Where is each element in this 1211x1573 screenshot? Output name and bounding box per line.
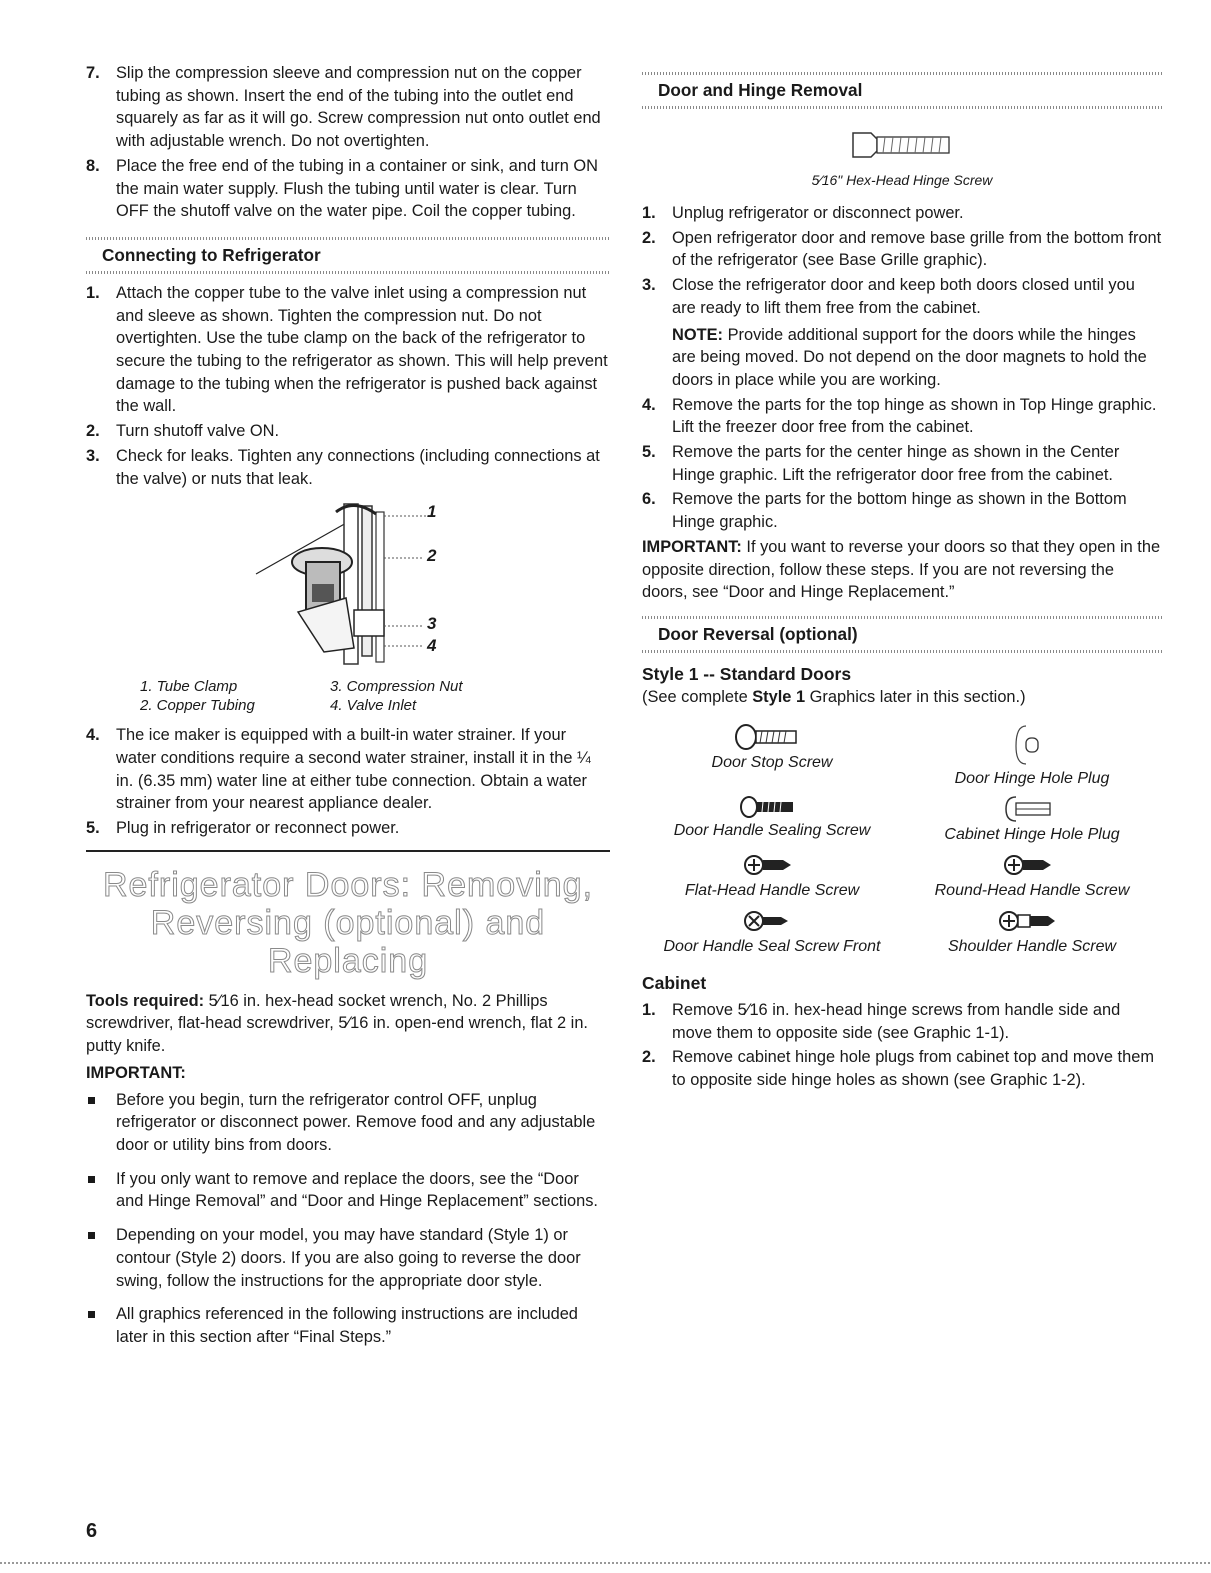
part-door-handle-sealing-screw (642, 794, 902, 844)
part-label: Door Handle Seal Screw Front (663, 938, 881, 956)
bottom-divider (0, 1562, 1211, 1564)
style-heading: Style 1 -- Standard Doors (642, 663, 852, 684)
figure-captions (140, 678, 610, 714)
list-item: 2. Open refrigerator door and remove base grille from the bottom front of the refrigerator (see Base Grille graphic). (642, 228, 1162, 270)
section-divider (86, 850, 610, 852)
part-label: Door Hinge Hole Plug (954, 770, 1110, 788)
list-item: 2. Turn shutoff valve ON. (86, 422, 280, 441)
section-title-line2: Reversing (optional) and Replacing (150, 903, 546, 980)
list-item: If you only want to remove and replace the doors, see the “Door and Hinge Removal” and “Door and Hinge Replacement” sections. (86, 1168, 610, 1213)
callout-4: 4 (427, 636, 437, 656)
list-item: All graphics referenced in the following instructions are included later in this section after “Final Steps.” (86, 1303, 610, 1348)
door-handle-sealing-screw-icon (737, 794, 807, 820)
style-note: (See complete Style 1 Graphics later in this section.) (642, 687, 1026, 706)
part-label: Door Stop Screw (711, 754, 833, 772)
door-stop-screw-icon (732, 722, 812, 752)
important-label: IMPORTANT: (86, 1063, 186, 1082)
section-title-line1: Refrigerator Doors: Removing, (102, 865, 594, 904)
door-hinge-heading-bar (642, 72, 1162, 109)
list-item: 7. Slip the compression sleeve and compression nut on the copper tubing as shown. Insert the end of the tubing into the outlet end squarely as far as it will go. Screw compression nut onto outlet end with adjustable wrench. Do not overtighten. (86, 64, 601, 151)
list-item: Before you begin, turn the refrigerator control OFF, unplug refrigerator or disconnect power. Remove food and any adjustable door or utility bins from doors. (86, 1089, 610, 1157)
section-title (86, 866, 610, 980)
left-column (86, 62, 610, 1360)
cabinet-hinge-hole-plug-icon (1002, 794, 1062, 824)
parts-grid (642, 722, 1162, 956)
connecting-heading-bar (86, 237, 610, 274)
list-item: 5. Plug in refrigerator or reconnect power. (86, 819, 400, 838)
part-label: Door Handle Sealing Screw (673, 822, 871, 840)
door-hinge-steps (642, 202, 1162, 534)
part-label: Cabinet Hinge Hole Plug (944, 826, 1120, 844)
install-steps-a (86, 62, 610, 223)
hex-head-hinge-screw-icon (847, 127, 957, 163)
part-round-head-handle-screw (902, 850, 1162, 900)
list-item: 4. Remove the parts for the top hinge as shown in Top Hinge graphic. Lift the freezer door free from the cabinet. (642, 395, 1157, 437)
shoulder-handle-screw-icon (997, 906, 1067, 936)
important-reverse: IMPORTANT: If you want to reverse your doors so that they open in the opposite direction, follow these steps. If you are not reversing the doors, see “Door and Hinge Replacement.” (642, 537, 1161, 602)
part-shoulder-handle-screw (902, 906, 1162, 956)
list-item: 1. Remove 5⁄16 in. hex-head hinge screws from handle side and move them to opposite side (see Graphic 1-1). (642, 1001, 1121, 1042)
callout-2: 2 (427, 546, 437, 566)
list-item: 5. Remove the parts for the center hinge as shown in the Center Hinge graphic. Lift the refrigerator door free from the cabinet. (642, 443, 1120, 484)
part-door-hinge-hole-plug (902, 722, 1162, 788)
door-hinge-heading: Door and Hinge Removal (658, 80, 863, 100)
part-label: Round-Head Handle Screw (934, 882, 1130, 900)
round-head-handle-screw-icon (1002, 850, 1062, 880)
hinge-screw-figure (642, 127, 1162, 188)
door-reversal-heading: Door Reversal (optional) (658, 623, 858, 644)
list-item: 3. Close the refrigerator door and keep both doors closed until you are ready to lift them free from the cabinet. NOTE: Provide additional support for the doors while the hinges are being moved. Do not depend on the door magnets to hold the doors in place while you are working. (642, 274, 1162, 392)
list-item: Depending on your model, you may have standard (Style 1) or contour (Style 2) doors. If you are also going to reverse the door swing, follow the instructions for the appropriate door style. (86, 1224, 610, 1292)
door-handle-seal-screw-front-icon (742, 906, 802, 936)
tools-required: Tools required: 5⁄16 in. hex-head socket wrench, No. 2 Phillips screwdriver, flat-head screwdriver, 5⁄16 in. open-end wrench, flat 2 in. putty knife. (86, 991, 588, 1056)
note: NOTE: Provide additional support for the doors while the hinges are being moved. Do not depend on the door magnets to hold the doors in place while you are working. (672, 325, 1147, 389)
cabinet-heading: Cabinet (642, 973, 707, 994)
list-item: 1. Unplug refrigerator or disconnect power. (642, 204, 964, 222)
list-item: 8. Place the free end of the tubing in a container or sink, and turn ON the main water supply. Flush the tubing until water is clear. Turn OFF the shutoff valve on the water pipe. Coil the copper tubing. (86, 156, 598, 221)
door-hinge-hole-plug-icon (1012, 722, 1052, 768)
important-bullets (86, 1089, 610, 1349)
part-flat-head-handle-screw (642, 850, 902, 900)
callout-3: 3 (427, 614, 437, 634)
part-label: Flat-Head Handle Screw (684, 882, 860, 900)
part-cabinet-hinge-hole-plug (902, 794, 1162, 844)
install-steps-c (86, 724, 610, 840)
water-valve-illustration (86, 492, 610, 678)
hinge-screw-caption: 5⁄16" Hex-Head Hinge Screw (811, 172, 993, 188)
cabinet-steps (642, 999, 1162, 1092)
caption-tube-clamp: 1. Tube Clamp (140, 678, 238, 696)
part-door-stop-screw (642, 722, 902, 788)
caption-copper-tubing: 2. Copper Tubing (140, 697, 255, 715)
caption-compression-nut: 3. Compression Nut (330, 678, 463, 696)
list-item: 6. Remove the parts for the bottom hinge as shown in the Bottom Hinge graphic. (642, 490, 1127, 532)
list-item: 2. Remove cabinet hinge hole plugs from cabinet top and move them to opposite side hinge holes as shown (see Graphic 1-2). (642, 1048, 1154, 1090)
flat-head-handle-screw-icon (742, 850, 802, 880)
callout-1: 1 (427, 502, 437, 522)
list-item: 1. Attach the copper tube to the valve inlet using a compression nut and sleeve as shown. Tighten the compression nut. Do not overtighten. Use the tube clamp on the back of the refrigerator to secure the tubing to the refrigerator as shown. This will help prevent damage to the tubing when the refrigerator is pushed back against the wall. (86, 283, 608, 416)
part-label: Shoulder Handle Screw (947, 938, 1117, 956)
connecting-heading: Connecting to Refrigerator (102, 244, 321, 265)
caption-valve-inlet: 4. Valve Inlet (330, 697, 417, 715)
connecting-steps (86, 282, 610, 490)
door-reversal-heading-bar (642, 616, 1162, 653)
list-item: 3. Check for leaks. Tighten any connections (including connections at the valve) or nuts that leak. (86, 446, 600, 488)
right-column (642, 72, 1162, 1094)
page-number: 6 (86, 1520, 98, 1542)
list-item: 4. The ice maker is equipped with a built-in water strainer. If your water conditions require a second water strainer, install it in the ¼ in. (6.35 mm) water line at either tube connection. Obtain a water strainer from your nearest appliance dealer. (86, 726, 591, 813)
part-door-handle-seal-screw-front (642, 906, 902, 956)
valve-figure (86, 492, 610, 678)
